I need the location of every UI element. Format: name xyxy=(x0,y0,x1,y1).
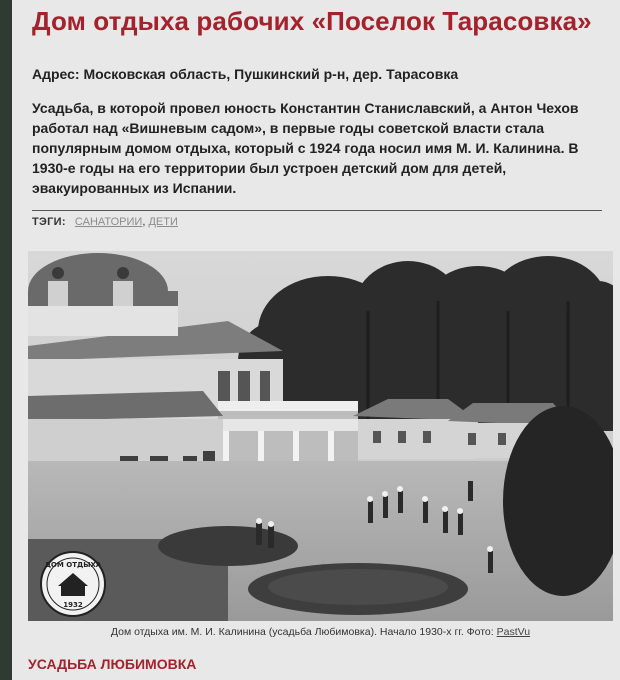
photo-illustration xyxy=(28,251,613,621)
tag-link-sanatorii[interactable]: САНАТОРИИ xyxy=(74,216,143,228)
caption-source-link[interactable]: PastVu xyxy=(496,626,531,638)
stamp-text: ДОМ ОТДЫХА xyxy=(44,561,102,569)
tag-link-deti[interactable]: ДЕТИ xyxy=(148,216,178,228)
article-content xyxy=(28,0,606,680)
dom-otdyha-stamp xyxy=(41,552,105,616)
photo-caption xyxy=(28,626,613,638)
tags-row xyxy=(32,216,178,228)
article-address: Адрес: Московская область, Пушкинский р-н, дер. Тарасовка xyxy=(32,66,459,82)
article-title: Дом отдыха рабочих «Поселок Тарасовка» xyxy=(32,6,592,36)
left-accent-bar xyxy=(0,0,12,680)
article-description: Усадьба, в которой провел юность Константин Станиславский, а Антон Чехов работал над «Вишневым садом», в первые годы советской власти стала популярным домом отдыха, который с 1924 года носил имя М. И. Калинина. В 1930-е годы на его территории был устроен детский дом для детей, эвакуированных из Испании. xyxy=(32,100,579,196)
stamp-year: 1932 xyxy=(63,601,83,609)
divider xyxy=(32,210,602,211)
caption-text: Дом отдыха им. М. И. Калинина (усадьба Любимовка). Начало 1930-х гг. Фото: xyxy=(110,626,497,638)
tags-label: ТЭГИ: xyxy=(32,216,66,228)
tag-separator: , xyxy=(142,216,146,228)
next-section-title: УСАДЬБА ЛЮБИМОВКА xyxy=(28,656,197,672)
historic-photo[interactable] xyxy=(28,251,613,621)
